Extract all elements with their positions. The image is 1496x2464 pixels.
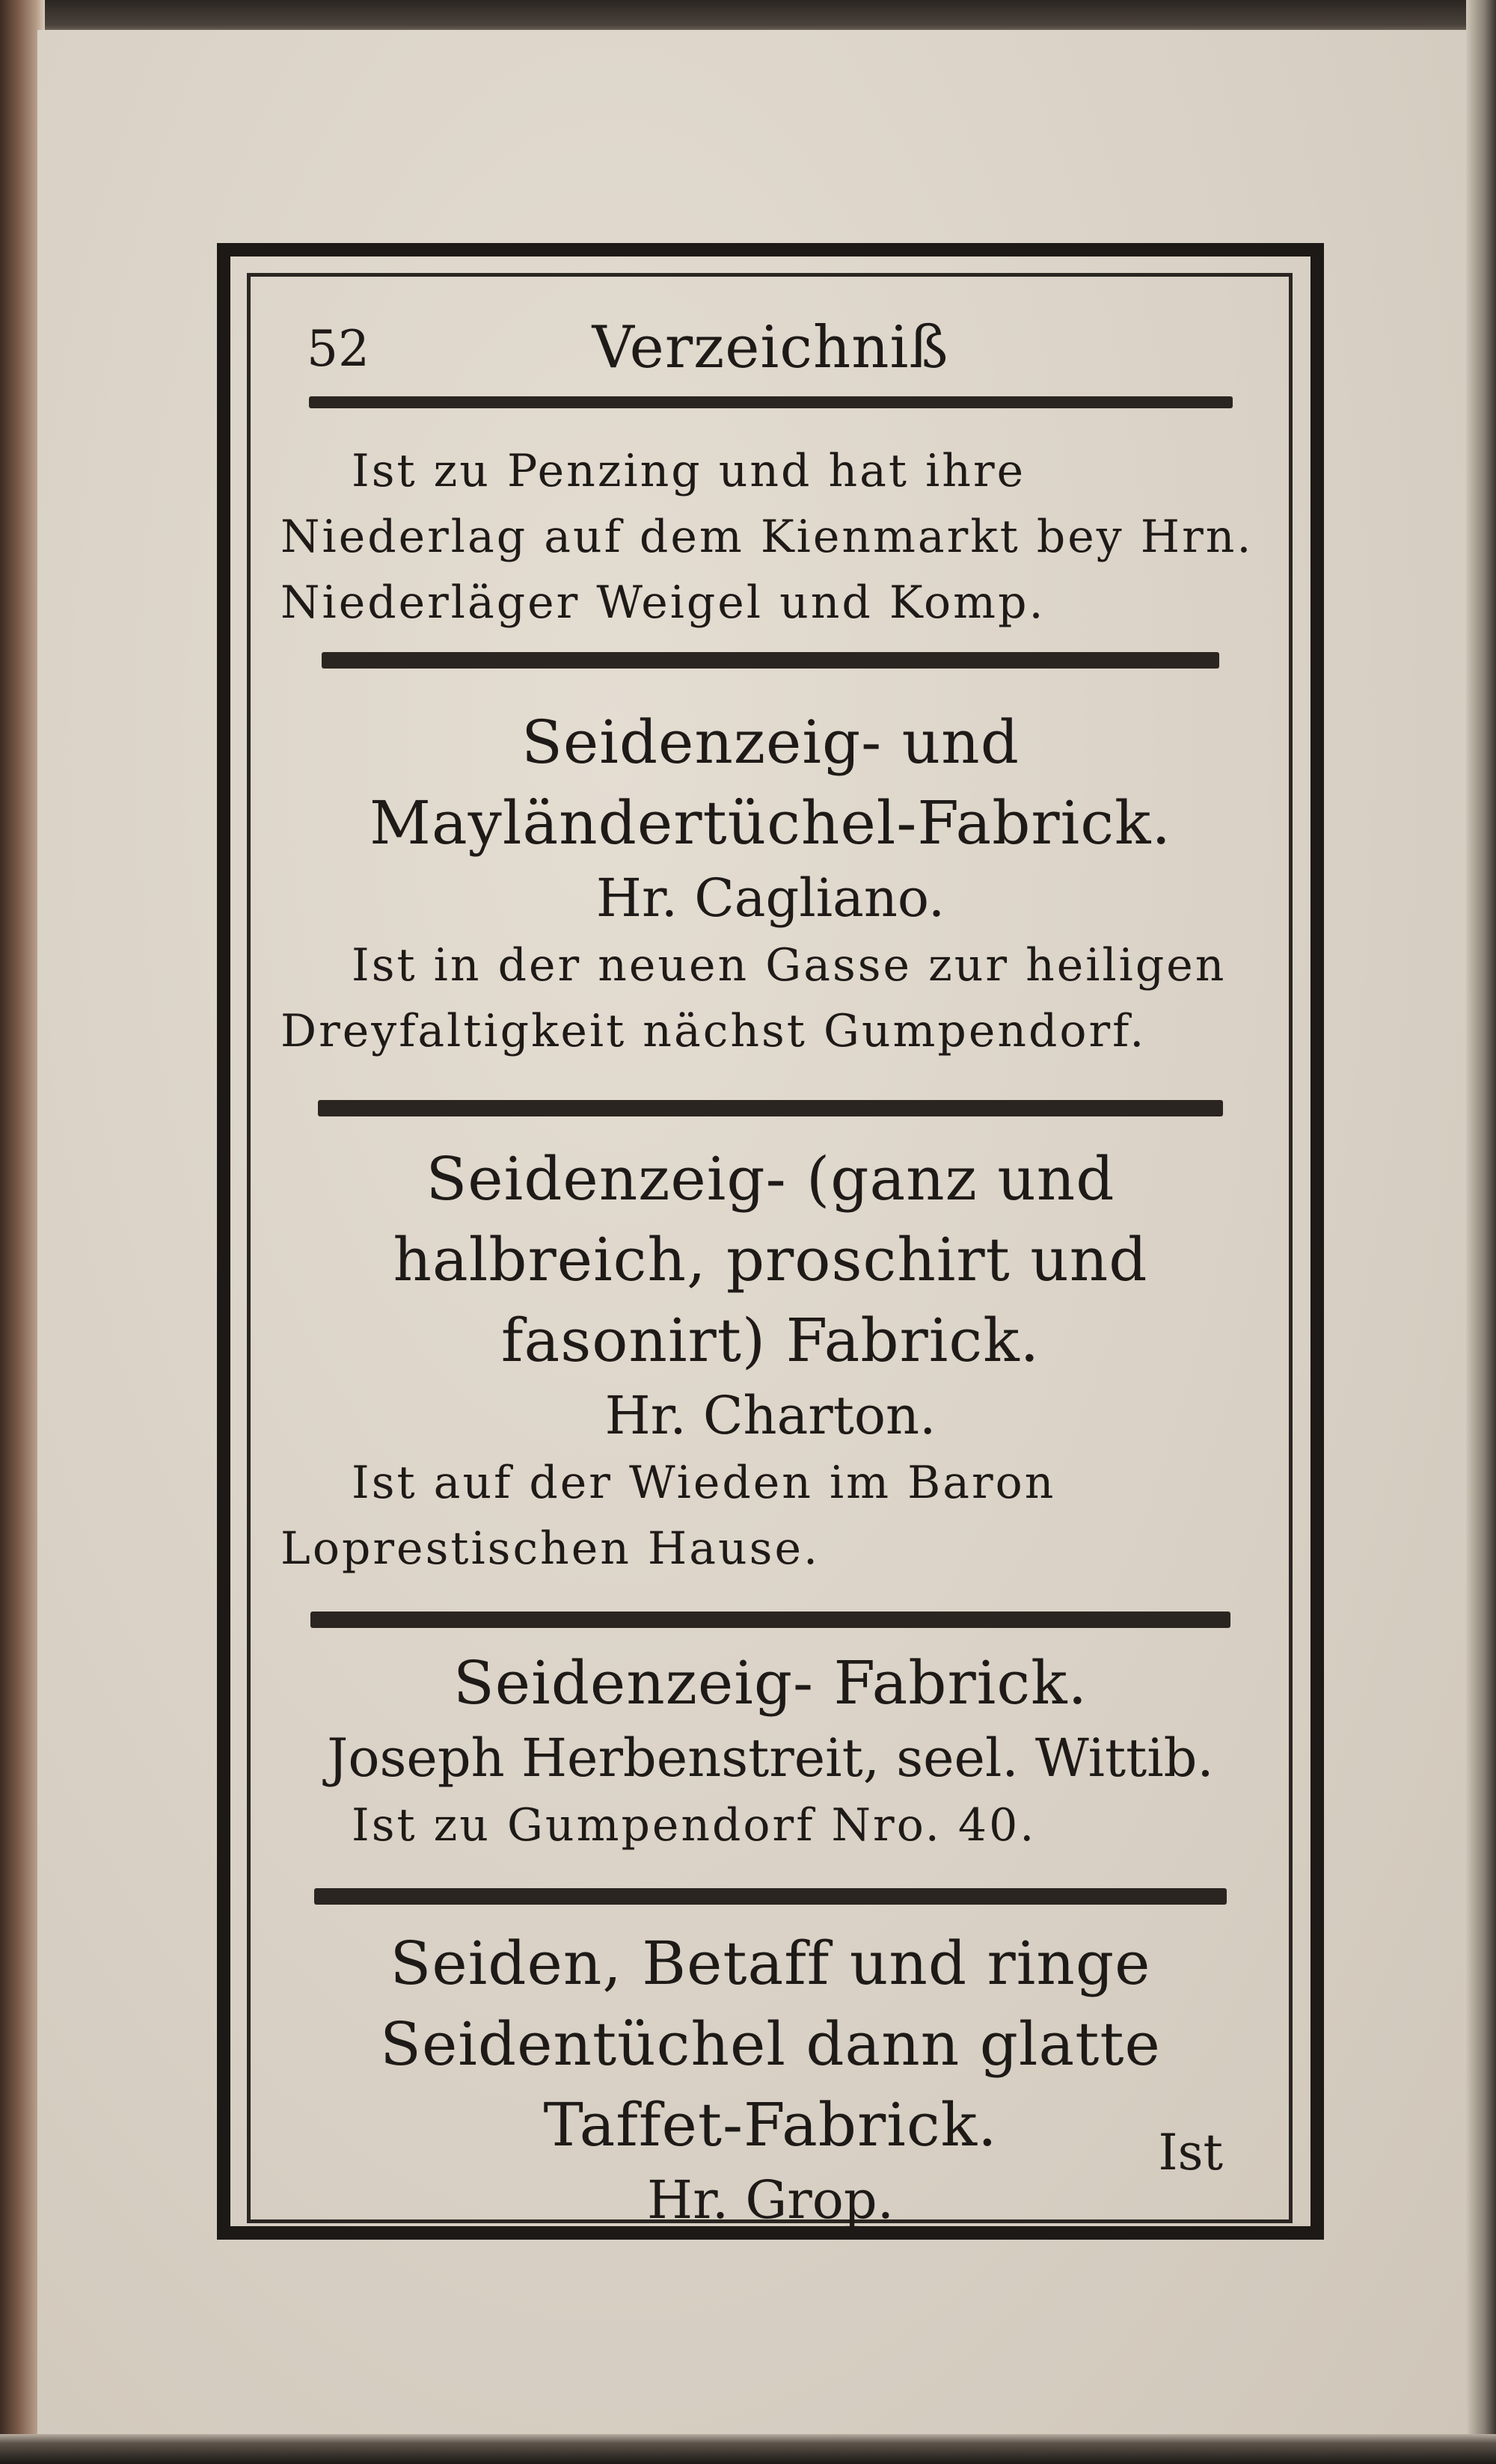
entry-proprietor: Hr. Charton. — [604, 1385, 936, 1446]
running-title: Verzeichniß — [592, 314, 949, 381]
page-header — [273, 284, 1268, 396]
entry-heading: Seidenzeig- und Mayländertüchel-Fabrick. — [370, 707, 1171, 858]
header-rule — [309, 396, 1233, 408]
entry-heading: Seidenzeig- Fabrick. — [453, 1648, 1088, 1718]
entry-heading: Seidenzeig- (ganz und halbreich, proschirt und fasonirt) Fabrick. — [393, 1144, 1148, 1375]
entry-address: Ist zu Gumpendorf Nro. 40. — [352, 1799, 1037, 1852]
intro-paragraph: Ist zu Penzing und hat ihre Niederlag auf dem Kienmarkt bey Hrn. Niederläger Weigel und Komp. — [280, 445, 1254, 629]
entry-address: Ist in der neuen Gasse zur heiligen Dreyfaltigkeit nächst Gumpendorf. — [280, 939, 1227, 1057]
entry-address: Ist auf der Wieden im Baron Loprestischen Hause. — [280, 1457, 1056, 1575]
entry-proprietor: Hr. Grop. — [647, 2169, 894, 2231]
entry-1 — [273, 702, 1268, 1064]
section-divider — [310, 1612, 1230, 1628]
entry-3 — [273, 1643, 1268, 1858]
page-number: 52 — [307, 320, 370, 378]
entry-2 — [273, 1139, 1268, 1582]
section-divider — [322, 652, 1219, 669]
book-bottom-edge — [0, 2434, 1496, 2464]
entry-heading: Seiden, Betaff und ringe Seidentüchel dann glatte Taffet-Fabrick. — [380, 1929, 1161, 2160]
catchword: Ist — [1158, 2124, 1223, 2181]
entry-proprietor: Hr. Cagliano. — [595, 867, 945, 929]
page-content — [273, 284, 1268, 2234]
entry-proprietor: Joseph Herbenstreit, seel. Wittib. — [327, 1727, 1214, 1789]
entry-4 — [273, 1923, 1268, 2234]
section-divider — [318, 1100, 1223, 1116]
book-right-edge — [1466, 0, 1496, 2464]
section-divider — [314, 1888, 1227, 1905]
